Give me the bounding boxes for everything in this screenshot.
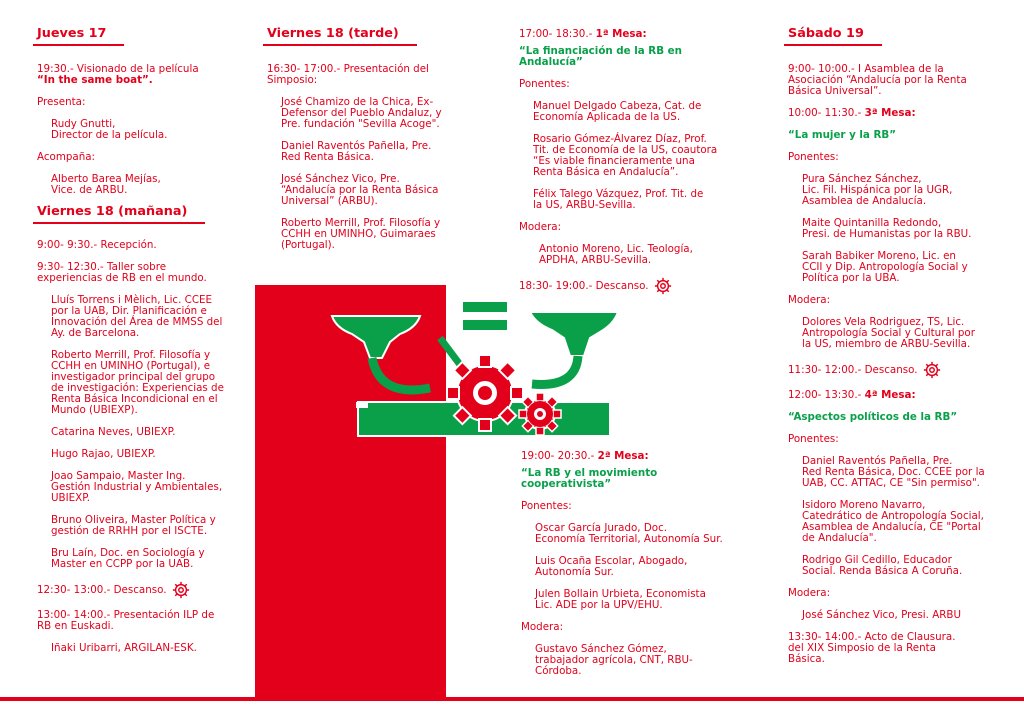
bottom-rule [0,697,1024,701]
schedule-item: 16:30- 17:00.- Presentación del Simposio: [267,63,429,86]
label-ponentes: Ponentes: [521,500,572,512]
column-viernes-mesa2 [521,451,736,688]
session-title: “La financiación de la RB en Andalucía” [519,45,682,68]
speaker: Hugo Rajao, UBIEXP. [51,448,156,460]
speaker: Daniel Raventós Pañella, Pre. Red Renta Básica. [281,140,432,163]
day-heading-viernes-manana: Viernes 18 (mañana) [33,206,205,224]
speaker: Manuel Delgado Cabeza, Cat. de Economía Aplicada de la US. [533,100,702,123]
schedule-item: 9:00- 10:00.- I Asamblea de la Asociación “Andalucía por la Renta Básica Universal”. [788,63,967,97]
speaker: Antonio Moreno, Lic. Teología, APDHA, ARBU-Sevilla. [539,243,693,266]
speaker: Roberto Merrill, Prof. Filosofía y CCHH en UMINHO, Guimaraes (Portugal). [281,217,441,251]
label-presenta: Presenta: [37,96,86,108]
schedule-item: 12:00- 13:30.- 4ª Mesa: [788,389,916,401]
break-item: 11:30- 12:00.- Descanso. [788,361,1003,379]
gear-icon [654,277,672,295]
speaker: Iñaki Uribarri, ARGILAN-ESK. [51,642,197,654]
speaker: José Sánchez Vico, Presi. ARBU [802,609,962,621]
speaker: Roberto Merrill, Prof. Filosofía y CCHH en UMINHO (Portugal), e investigador principal del grupo de investigación: Experiencias de Renta Básica Incondicional en el Mundo (UBIEXP). [51,349,224,416]
speaker: Julen Bollain Urbieta, Economista Lic. ADE por la UPV/EHU. [535,588,706,611]
speaker: Oscar García Jurado, Doc. Economía Territorial, Autonomía Sur. [535,522,723,545]
schedule-item: 9:00- 9:30.- Recepción. [37,239,157,251]
schedule-item: 10:00- 11:30.- 3ª Mesa: [788,107,916,119]
speaker: Pura Sánchez Sánchez, Lic. Fil. Hispánica por la UGR, Asamblea de Andalucía. [802,173,953,207]
label-acompana: Acompaña: [37,151,96,163]
label-modera: Modera: [788,587,831,599]
column-viernes-tarde [267,28,457,262]
speaker: Dolores Vela Rodriguez, TS, Lic. Antropología Social y Cultural por la US, miembro de ARBU-Sevilla. [802,316,975,350]
speaker: Maite Quintanilla Redondo, Presi. de Humanistas por la RBU. [802,217,972,240]
column-viernes-mesas [519,29,734,306]
session-title: “La RB y el movimiento cooperativista” [521,467,658,490]
speaker: Joao Sampaio, Master Ing. Gestión Industrial y Ambientales, UBIEXP. [51,470,223,504]
speaker: Rodrigo Gil Cedillo, Educador Social. Renda Básica A Coruña. [802,554,963,577]
label-modera: Modera: [519,221,562,233]
schedule-item: 17:00- 18:30.- 1ª Mesa: [519,28,647,40]
label-ponentes: Ponentes: [519,78,570,90]
speaker: Daniel Raventós Pañella, Pre. Red Renta Básica, Doc. CCEE por la UAB, CC. ATTAC, CE "Sin permiso". [802,455,985,489]
speaker: Isidoro Moreno Navarro, Catedrático de Antropología Social, Asamblea de Andalucía, CE "Portal de Andalucía". [802,499,984,544]
schedule-item: 9:30- 12:30.- Taller sobre experiencias de RB en el mundo. [37,261,207,284]
speaker: José Sánchez Vico, Pre. “Andalucía por la Renta Básica Universal” (ARBU). [281,173,439,207]
speaker: Félix Talego Vázquez, Prof. Tit. de la US, ARBU-Sevilla. [533,188,704,211]
gear-icon [923,361,941,379]
column-sabado [788,28,1003,676]
break-item: 12:30- 13:00.- Descanso. [37,581,247,599]
label-modera: Modera: [788,294,831,306]
speaker: Alberto Barea Mejías, Vice. de ARBU. [51,173,161,196]
label-ponentes: Ponentes: [788,151,839,163]
session-title: “La mujer y la RB” [788,129,897,141]
speaker: Catarina Neves, UBIEXP. [51,426,176,438]
speaker: Gustavo Sánchez Gómez, trabajador agrícola, CNT, RBU- Córdoba. [535,643,693,677]
session-title: “Aspectos políticos de la RB” [788,411,958,423]
label-modera: Modera: [521,621,564,633]
speaker: Rosario Gómez-Álvarez Díaz, Prof. Tit. de Economía de la US, coautora “Es viable financieramente una Renta Básica en Andalucía”. [533,133,718,178]
speaker: Bruno Oliveira, Master Política y gestión de RRHH por el ISCTE. [51,514,216,537]
schedule-item: 19:00- 20:30.- 2ª Mesa: [521,450,649,462]
schedule-item: 19:30.- Visionado de la película “In the same boat”. [37,63,199,86]
column-jueves-viernes-manana [37,28,247,665]
schedule-item: 13:30- 14:00.- Acto de Clausura. del XIX Simposio de la Renta Básica. [788,631,956,665]
schedule-item: 13:00- 14:00.- Presentación ILP de RB en Euskadi. [37,609,215,632]
day-heading-viernes-tarde: Viernes 18 (tarde) [263,28,417,46]
speaker: Luis Ocaña Escolar, Abogado, Autonomía Sur. [535,555,688,578]
day-heading-jueves: Jueves 17 [33,28,124,46]
speaker: Bru Laín, Doc. en Sociología y Master en CCPP por la UAB. [51,547,205,570]
label-ponentes: Ponentes: [788,433,839,445]
day-heading-sabado: Sábado 19 [784,28,882,46]
gear-icon [172,581,190,599]
speaker: Sarah Babiker Moreno, Lic. en CCII y Dip. Antropología Social y Política por la UBA. [802,250,968,284]
break-item: 18:30- 19:00.- Descanso. [519,277,734,295]
balance-scale-illustration [320,298,620,438]
speaker: Lluís Torrens i Mèlich, Lic. CCEE por la UAB, Dir. Planificación e Innovación del Área de MMSS del Ay. de Barcelona. [51,294,223,339]
speaker: José Chamizo de la Chica, Ex- Defensor del Pueblo Andaluz, y Pre. fundación "Sevilla Acoge". [281,96,442,130]
speaker: Rudy Gnutti, Director de la película. [51,118,168,141]
